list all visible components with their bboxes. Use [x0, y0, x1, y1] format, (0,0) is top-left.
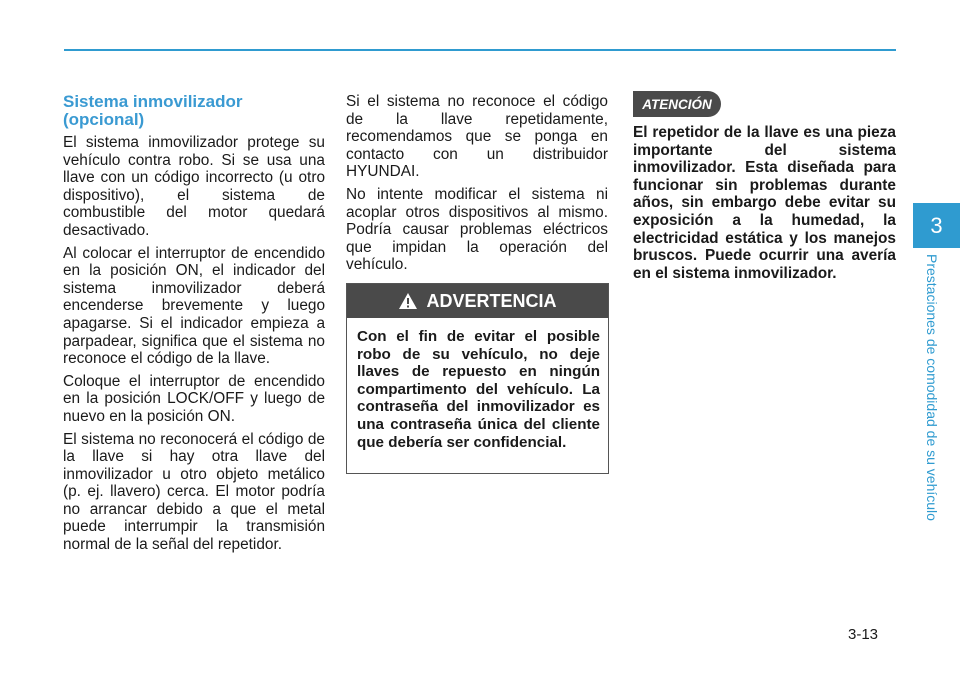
- chapter-title: Prestaciones de comodidad de su vehículo: [924, 254, 940, 521]
- paragraph: El sistema no reconocerá el código de la llave si hay otra llave del inmovilizador u otro objeto metálico (p. ej. llavero) cerca. El motor podría no arrancar debido a que el metal puede interrumpir la transmisión normal de la señal del repetidor.: [63, 430, 325, 554]
- paragraph: Si el sistema no reconoce el código de la llave repetidamente, recomendamos que se ponga en contacto con un distribuidor HYUNDAI.: [346, 93, 608, 181]
- column-middle: [346, 93, 608, 279]
- warning-triangle-icon: [398, 292, 418, 310]
- section-heading: Sistema inmovilizador (opcional): [63, 92, 243, 129]
- column-left: [63, 93, 325, 559]
- chapter-tab: 3: [913, 203, 960, 248]
- caution-badge: ATENCIÓN: [633, 91, 721, 117]
- warning-header: [347, 284, 608, 318]
- paragraph: Coloque el interruptor de encendido en la posición LOCK/OFF y luego de nuevo en la posición ON.: [63, 372, 325, 425]
- warning-text: Con el fin de evitar el posible robo de su vehículo, no deje llaves de repuesto en ningún compartimento del vehículo. La contraseña del inmovilizador es una contraseña única del cliente que debería ser confidencial.: [357, 328, 600, 451]
- paragraph: Al colocar el interruptor de encendido en la posición ON, el indicador del sistema inmovilizador deberá encenderse brevemente y luego apagarse. Si el indicador empieza a parpadear, significa que el sistema no reconoce el código de la llave.: [63, 244, 325, 368]
- top-rule: [64, 49, 896, 51]
- warning-box: [346, 283, 609, 474]
- warning-label: ADVERTENCIA: [426, 290, 557, 311]
- paragraph: El sistema inmovilizador protege su vehículo contra robo. Si se usa una llave con un código incorrecto (u otro dispositivo), el sistema de combustible del motor quedará desactivado.: [63, 134, 325, 239]
- page-number: 3-13: [848, 626, 879, 643]
- paragraph: No intente modificar el sistema ni acoplar otros dispositivos al mismo. Podría causar problemas eléctricos que impidan la operación del vehículo.: [346, 185, 608, 274]
- caution-text: El repetidor de la llave es una pieza importante del sistema inmovilizador. Esta diseñada para funcionar sin problemas durante años, sin embargo debe evitar su exposición a la humedad, la electricidad estática y los manejos bruscos. Puede ocurrir una avería en el sistema inmovilizador.: [633, 124, 896, 282]
